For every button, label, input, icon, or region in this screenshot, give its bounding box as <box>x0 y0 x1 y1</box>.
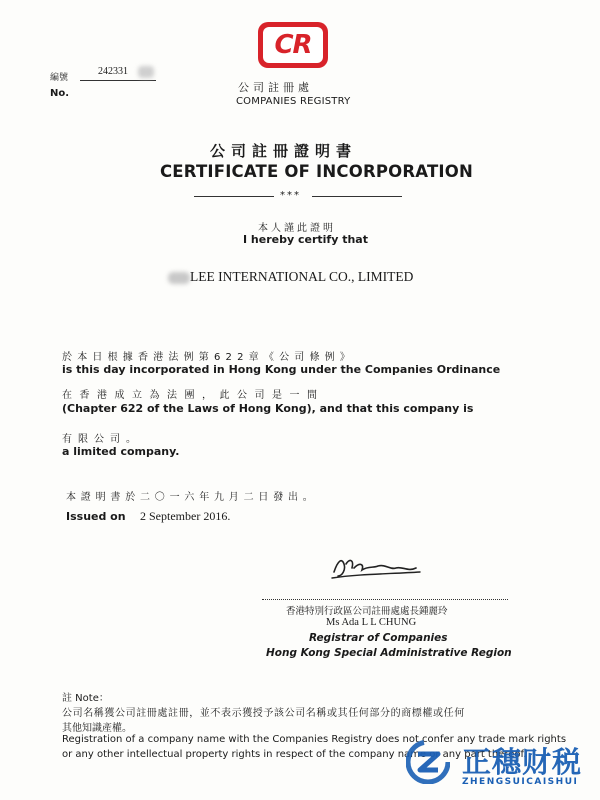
watermark-text-cn: 正穗财税 <box>462 745 583 779</box>
body-line3-en: a limited company. <box>62 445 180 458</box>
body-line3-cn: 有限公司。 <box>62 434 142 445</box>
title-ornament: *** <box>280 190 301 201</box>
logo-text: CR <box>274 30 312 60</box>
issued-label: Issued on <box>66 510 126 523</box>
registrar-title: Registrar of Companies <box>309 632 448 644</box>
body-line1-cn: 於本日根據香港法例第622章《公司條例》 <box>62 352 356 363</box>
company-name: LEE INTERNATIONAL CO., LIMITED <box>190 269 414 284</box>
certify-en: I hereby certify that <box>243 233 368 246</box>
title-cn: 公司註冊證明書 <box>210 142 358 160</box>
issued-date: 2 September 2016. <box>140 509 231 523</box>
body-line1-en: is this day incorporated in Hong Kong under the Companies Ordinance <box>62 363 501 376</box>
title-rule-right <box>312 196 402 197</box>
number-underline <box>80 80 156 81</box>
note-cn-line2: 其他知識產權。 <box>62 723 132 734</box>
watermark-text-en: ZHENGSUICAISHUI <box>462 777 579 787</box>
title-en: CERTIFICATE OF INCORPORATION <box>160 162 473 181</box>
watermark-logo-icon <box>406 740 450 784</box>
number-label-cn: 編號 <box>50 73 69 83</box>
note-en-line1: Registration of a company name with the Companies Registry does not confer any trade mark rights <box>62 734 567 745</box>
certify-cn: 本人謹此證明 <box>258 223 336 234</box>
title-rule-left <box>194 196 274 197</box>
companies-registry-logo <box>258 22 328 68</box>
registrar-signature <box>328 550 424 584</box>
redaction-blur <box>138 66 154 78</box>
registry-name-en: COMPANIES REGISTRY <box>236 96 351 107</box>
certificate-number: 242331 <box>98 66 128 77</box>
company-name-redaction <box>168 272 190 284</box>
body-line2-en: (Chapter 622 of the Laws of Hong Kong), and that this company is <box>62 402 474 415</box>
registry-name-cn: 公司註冊處 <box>238 81 313 94</box>
registrar-region: Hong Kong Special Administrative Region <box>266 647 512 659</box>
note-label: 註 Note： <box>62 693 109 704</box>
registrar-name-cn: 香港特別行政區公司註冊處處長鍾麗玲 <box>286 606 448 617</box>
note-cn-line1: 公司名稱獲公司註冊處註冊，並不表示獲授予該公司名稱或其任何部分的商標權或任何 <box>62 708 465 719</box>
number-label-en: No. <box>50 88 70 99</box>
issued-cn: 本證明書於二〇一六年九月二日發出。 <box>66 492 318 503</box>
note-en-line2: or any other intellectual property rights in respect of the company name or any part thereof. <box>62 749 527 760</box>
registrar-name-en: Ms Ada L L CHUNG <box>326 617 417 628</box>
body-line2-cn: 在香港成立為法團，此公司是一間 <box>62 390 325 401</box>
signature-line <box>262 599 508 600</box>
